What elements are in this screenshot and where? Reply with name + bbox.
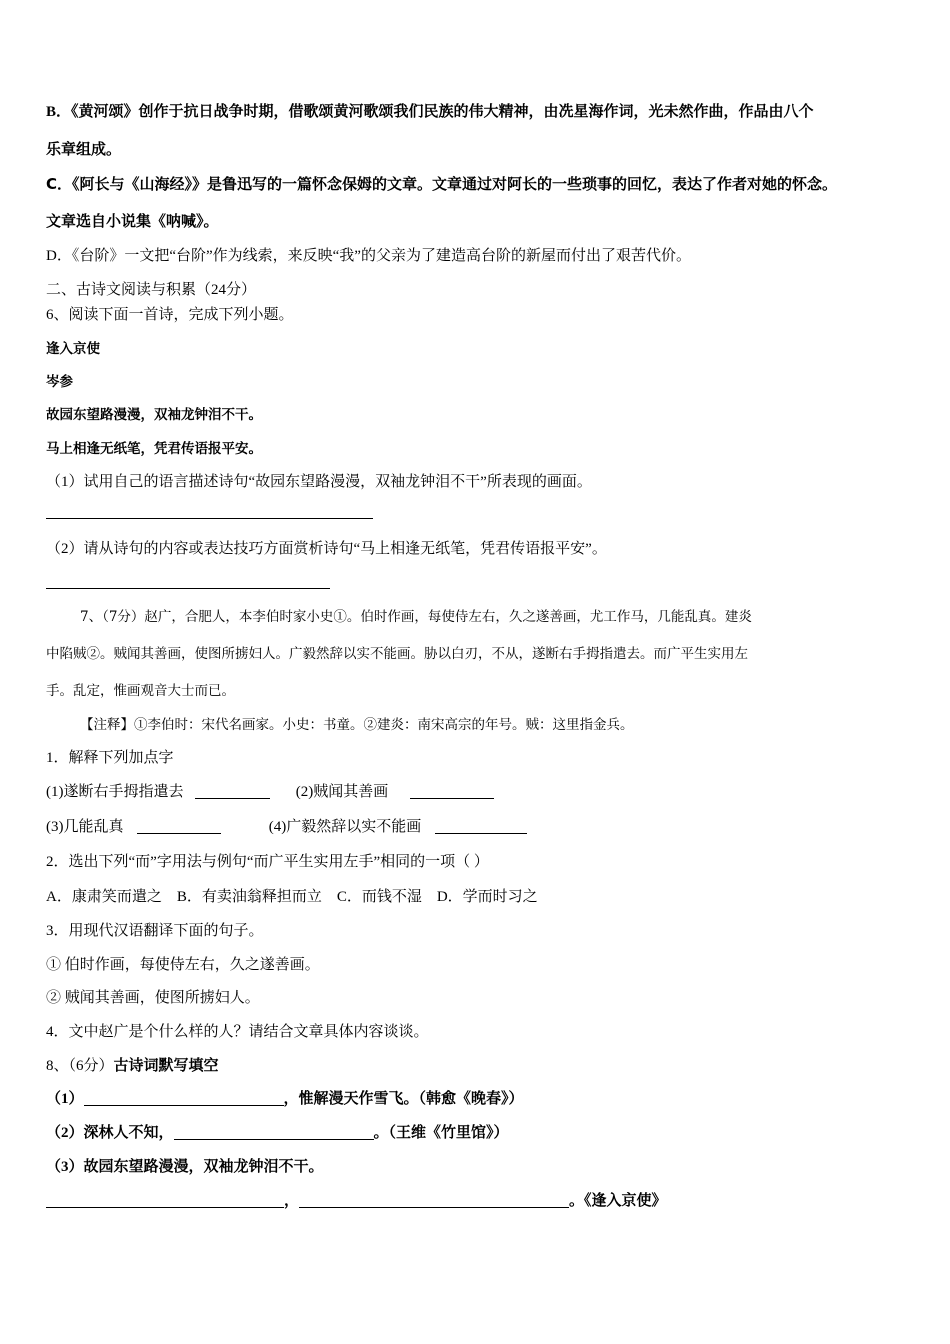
q7-question2: 2．选出下列“而”字用法与例句“而广平生实用左手”相同的一项（ ） <box>46 854 489 870</box>
poem-author: 岑参 <box>46 374 73 390</box>
answer-line[interactable] <box>46 518 373 519</box>
q8-sub2 <box>46 1123 509 1143</box>
q7-passage-line2: 中陷贼②。贼闻其善画，使图所掳妇人。广毅然辞以实不能画。胁以白刃，不从，遂断右手拇指遣去。而广平生实用左 <box>46 646 748 662</box>
q8-title-text: 古诗词默写填空 <box>113 1058 219 1074</box>
fill-blank[interactable] <box>299 1192 569 1208</box>
q7-question4: 4．文中赵广是个什么样的人？请结合文章具体内容谈谈。 <box>46 1024 429 1040</box>
q7-note: 【注释】①李伯时：宋代名画家。小史：书童。②建炎：南宋高宗的年号。贼：这里指金兵。 <box>80 717 634 733</box>
option-c-line2: 文章选自小说集《呐喊》。 <box>46 212 219 230</box>
answer-blank[interactable] <box>195 783 270 799</box>
q8-sub2-prefix: （2）深林人不知， <box>46 1125 174 1141</box>
q6-sub2: （2）请从诗句的内容或表达技巧方面赏析诗句“马上相逢无纸笔，凭君传语报平安”。 <box>46 541 607 557</box>
answer-blank[interactable] <box>137 818 221 834</box>
option-d: D．《台阶》一文把“台阶”作为线索，来反映“我”的父亲为了建造高台阶的新屋而付出了艰苦代价。 <box>46 248 691 264</box>
fill-blank[interactable] <box>174 1124 374 1140</box>
q7-q1-row2 <box>46 817 527 837</box>
q7-question3: 3．用现代汉语翻译下面的句子。 <box>46 923 264 939</box>
q7-q3-sentence1: ① 伯时作画，每使侍左右，久之遂善画。 <box>46 957 320 973</box>
answer-blank[interactable] <box>410 783 494 799</box>
q7-q1-row1 <box>46 782 494 802</box>
q8-sub1 <box>46 1089 524 1109</box>
fill-blank[interactable] <box>84 1090 284 1106</box>
q6-title: 6、阅读下面一首诗，完成下列小题。 <box>46 307 294 323</box>
q8-sub3-comma: ， <box>284 1193 300 1209</box>
q6-sub1: （1）试用自己的语言描述诗句“故园东望路漫漫，双袖龙钟泪不干”所表现的画面。 <box>46 474 592 490</box>
option-c-line1: C．《阿长与《山海经》》是鲁迅写的一篇怀念保姆的文章。文章通过对阿长的一些琐事的回忆，表达了作者对她的怀念。 <box>46 175 838 193</box>
answer-blank[interactable] <box>435 818 527 834</box>
poem-line2: 马上相逢无纸笔，凭君传语报平安。 <box>46 441 262 457</box>
q8-sub1-prefix: （1） <box>46 1091 84 1107</box>
q7-q1-item-a: (1)遂断右手拇指遣去 <box>46 784 184 800</box>
q8-title <box>46 1056 219 1076</box>
option-b-line2: 乐章组成。 <box>46 142 122 158</box>
q7-passage-line1: 7、（7分）赵广，合肥人，本李伯时家小史①。伯时作画，每使侍左右，久之遂善画，尤工作马，几能乱真。建炎 <box>80 609 752 625</box>
section-heading: 二、古诗文阅读与积累（24分） <box>46 282 257 298</box>
q7-passage-line3: 手。乱定，惟画观音大士而已。 <box>46 683 235 699</box>
q7-q3-sentence2: ② 贼闻其善画，使图所掳妇人。 <box>46 990 260 1006</box>
poem-title: 逢入京使 <box>46 341 100 357</box>
answer-line[interactable] <box>46 588 330 589</box>
q7-question1: 1．解释下列加点字 <box>46 750 174 766</box>
q8-sub3-answer <box>46 1191 667 1211</box>
option-b-line1: B．《黄河颂》创作于抗日战争时期，借歌颂黄河歌颂我们民族的伟大精神，由冼星海作词，光未然作曲，作品由八个 <box>46 104 814 120</box>
q7-q1-item-c: (3)几能乱真 <box>46 819 124 835</box>
fill-blank[interactable] <box>46 1192 284 1208</box>
q8-sub3-suffix: 。《逢入京使》 <box>569 1193 667 1209</box>
q7-q1-item-d: (4)广毅然辞以实不能画 <box>268 819 422 835</box>
q7-q2-options: A．康肃笑而遣之 B．有卖油翁释担而立 C．而钱不湿 D．学而时习之 <box>46 889 538 905</box>
q8-sub1-suffix: ，惟解漫天作雪飞。（韩愈《晚春》） <box>283 1091 524 1107</box>
q8-sub2-suffix: 。（王维《竹里馆》） <box>373 1125 509 1141</box>
q8-sub3: （3）故园东望路漫漫，双袖龙钟泪不干。 <box>46 1159 324 1175</box>
q8-title-num: 8、（6分） <box>46 1058 114 1074</box>
poem-line1: 故园东望路漫漫，双袖龙钟泪不干。 <box>46 407 262 423</box>
q7-q1-item-b: (2)贼闻其善画 <box>295 784 389 800</box>
